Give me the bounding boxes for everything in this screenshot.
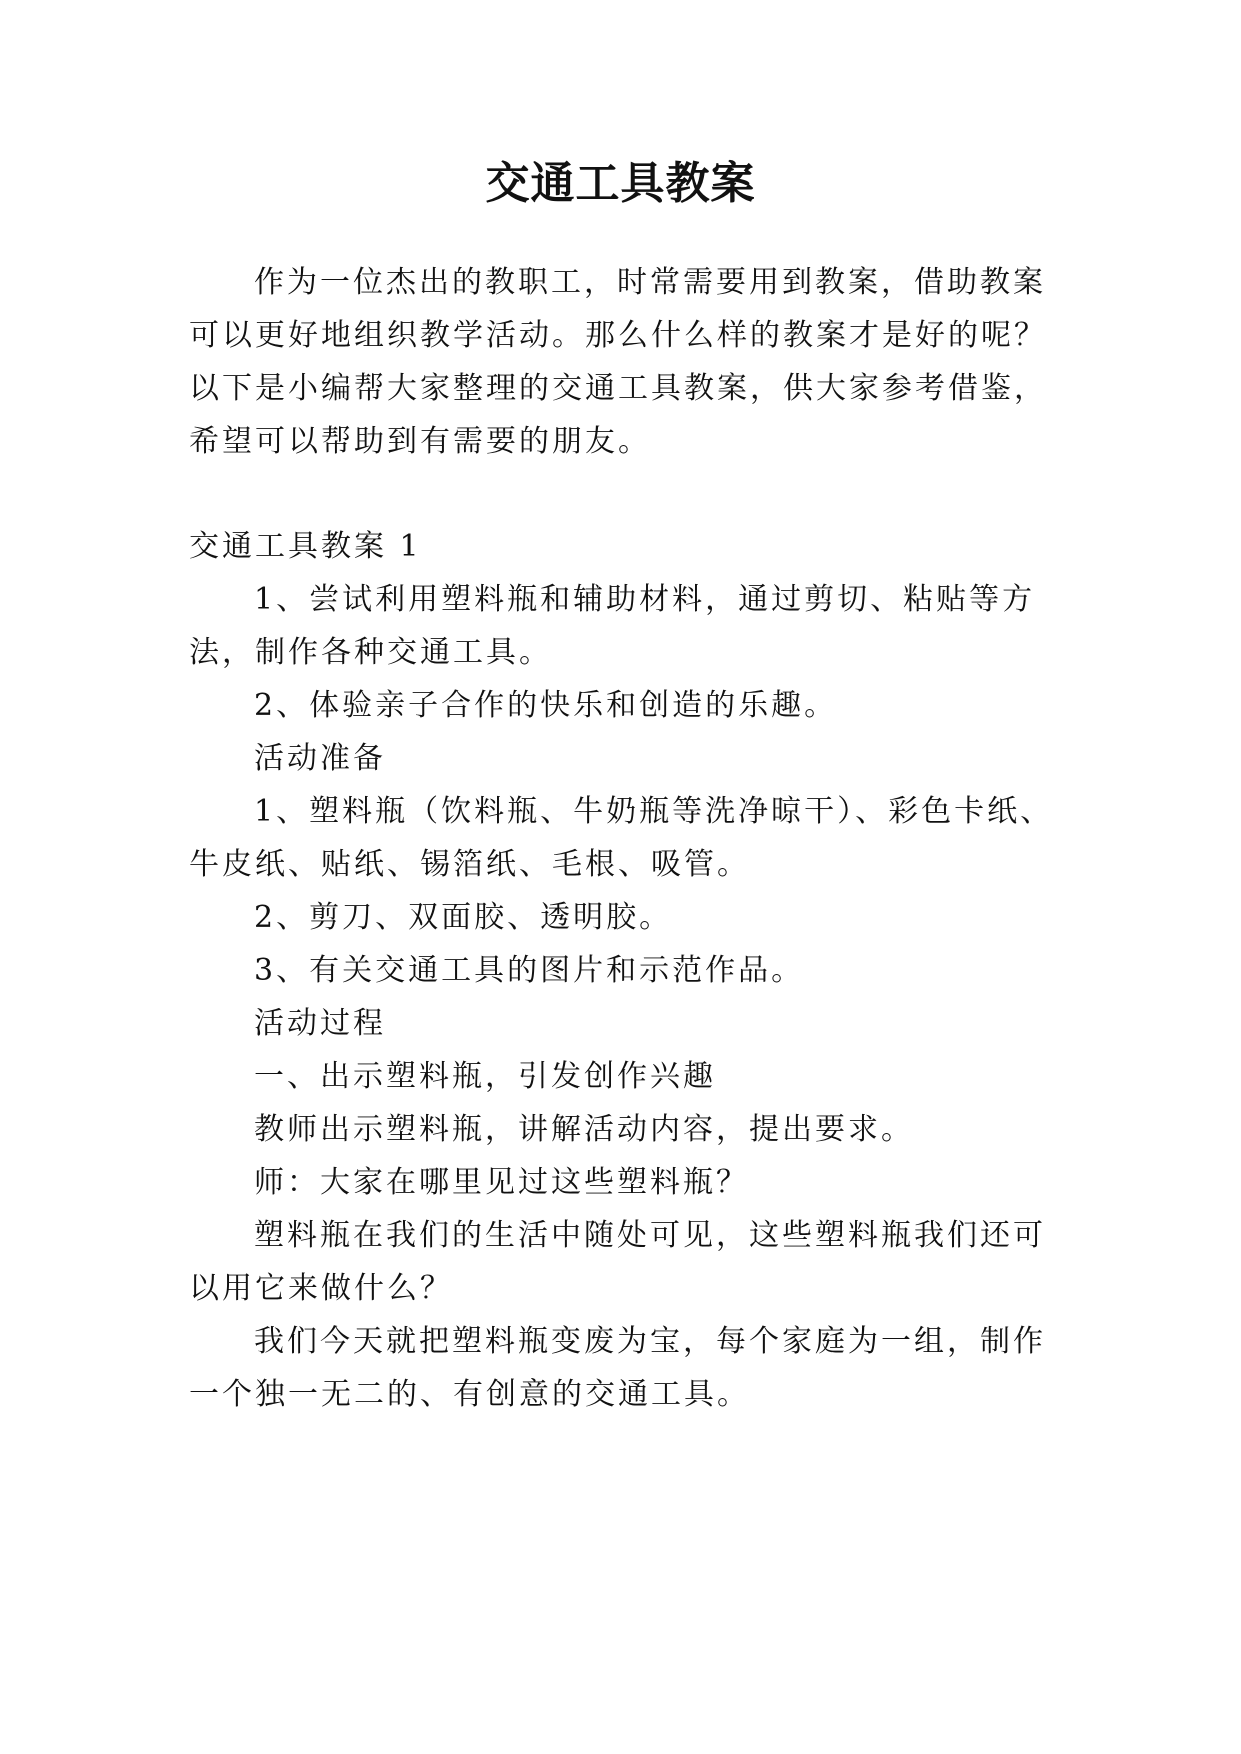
paragraph-line: 一个独一无二的、有创意的交通工具。	[189, 1377, 750, 1412]
subheading-prep: 活动准备	[254, 741, 386, 776]
paragraph-line: 以用它来做什么？	[189, 1271, 453, 1306]
paragraph-line: 牛皮纸、贴纸、锡箔纸、毛根、吸管。	[189, 847, 750, 882]
subheading-process: 活动过程	[254, 1006, 386, 1041]
paragraph-line: 1、尝试利用塑料瓶和辅助材料，通过剪切、粘贴等方	[254, 582, 1036, 617]
paragraph-line: 师：大家在哪里见过这些塑料瓶？	[254, 1165, 749, 1200]
paragraph-line: 1、塑料瓶（饮料瓶、牛奶瓶等洗净晾干）、彩色卡纸、	[254, 794, 1054, 829]
intro-line-1: 作为一位杰出的教职工，时常需要用到教案，借助教案	[254, 265, 1046, 300]
document-title: 交通工具教案	[485, 158, 756, 209]
paragraph-line: 我们今天就把塑料瓶变废为宝，每个家庭为一组，制作	[254, 1324, 1046, 1359]
paragraph-line: 2、剪刀、双面胶、透明胶。	[254, 900, 673, 935]
paragraph-line: 教师出示塑料瓶，讲解活动内容，提出要求。	[254, 1112, 914, 1147]
paragraph-line: 塑料瓶在我们的生活中随处可见，这些塑料瓶我们还可	[254, 1218, 1046, 1253]
section-heading: 交通工具教案 1	[189, 529, 422, 564]
paragraph-line: 一、出示塑料瓶，引发创作兴趣	[254, 1059, 716, 1094]
paragraph-line: 3、有关交通工具的图片和示范作品。	[254, 953, 805, 988]
intro-line-4: 希望可以帮助到有需要的朋友。	[189, 424, 651, 459]
paragraph-line: 2、体验亲子合作的快乐和创造的乐趣。	[254, 688, 838, 723]
paragraph-line: 法，制作各种交通工具。	[189, 635, 552, 670]
intro-line-2: 可以更好地组织教学活动。那么什么样的教案才是好的呢？	[189, 318, 1047, 353]
intro-line-3: 以下是小编帮大家整理的交通工具教案，供大家参考借鉴，	[189, 371, 1047, 406]
